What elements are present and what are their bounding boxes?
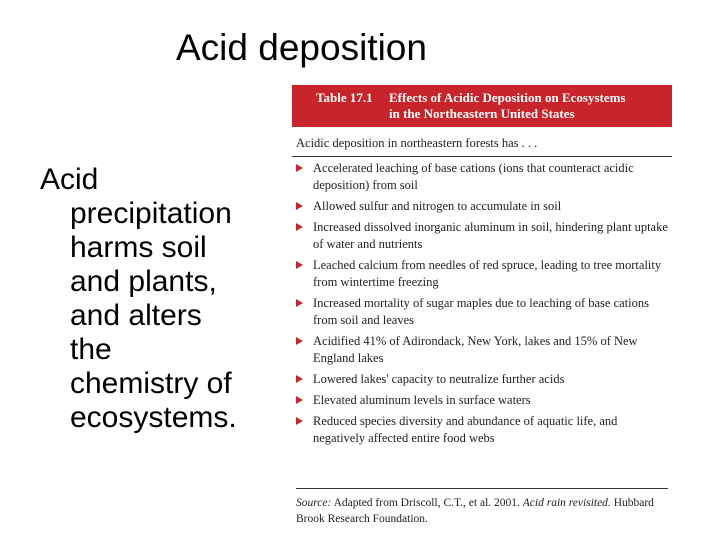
list-item [292,257,672,291]
list-item-text: Elevated aluminum levels in surface waters [313,393,531,407]
triangle-bullet-icon [296,223,303,231]
effects-table [292,85,672,525]
body-line: chemistry of [70,367,232,400]
list-item-text: Accelerated leaching of base cations (ions that counteract acidic deposition) from soil [313,161,634,192]
list-item [292,392,672,409]
body-line: and alters [70,299,202,332]
body-line: harms soil [70,231,207,264]
list-item-text: Lowered lakes' capacity to neutralize further acids [313,372,565,386]
list-item [292,160,672,194]
list-item-text: Acidified 41% of Adirondack, New York, lakes and 15% of New England lakes [313,334,638,365]
list-item [292,198,672,215]
list-item [292,333,672,367]
triangle-bullet-icon [296,299,303,307]
list-item [292,295,672,329]
list-item [292,371,672,388]
triangle-bullet-icon [296,202,303,210]
table-caption-line: in the Northeastern United States [389,106,575,121]
table-source [296,488,668,527]
list-item [292,219,672,253]
list-item-text: Reduced species diversity and abundance of aquatic life, and negatively affected entire food webs [313,414,618,445]
source-text: Adapted from Driscoll, C.T., et al. 2001. [331,497,523,509]
list-item [292,413,672,447]
slide-body-text [40,163,275,435]
triangle-bullet-icon [296,337,303,345]
body-line: the [70,333,112,366]
triangle-bullet-icon [296,164,303,172]
table-caption [389,90,626,122]
list-item-text: Increased dissolved inorganic aluminum in soil, hindering plant uptake of water and nutrients [313,220,668,251]
body-line: precipitation [70,197,232,230]
body-line: and plants, [70,265,217,298]
effects-list [292,157,672,447]
triangle-bullet-icon [296,261,303,269]
table-intro: Acidic deposition in northeastern forests has . . . [292,136,672,157]
triangle-bullet-icon [296,396,303,404]
source-title: Acid rain revisited. [522,497,611,509]
triangle-bullet-icon [296,417,303,425]
triangle-bullet-icon [296,375,303,383]
list-item-text: Leached calcium from needles of red spruce, leading to tree mortality from wintertime freezing [313,258,662,289]
list-item-text: Increased mortality of sugar maples due to leaching of base cations from soil and leaves [313,296,649,327]
list-item-text: Allowed sulfur and nitrogen to accumulate in soil [313,199,562,213]
body-line: ecosystems. [70,401,237,434]
table-caption-line: Effects of Acidic Deposition on Ecosystems [389,90,626,105]
slide-title: Acid deposition [176,27,427,68]
source-publisher: Hubbard Brook Research Foundation. [296,497,654,525]
table-header [292,85,672,127]
table-number: Table 17.1 [316,90,373,105]
source-label: Source: [296,497,332,509]
body-line: Acid [40,163,99,196]
